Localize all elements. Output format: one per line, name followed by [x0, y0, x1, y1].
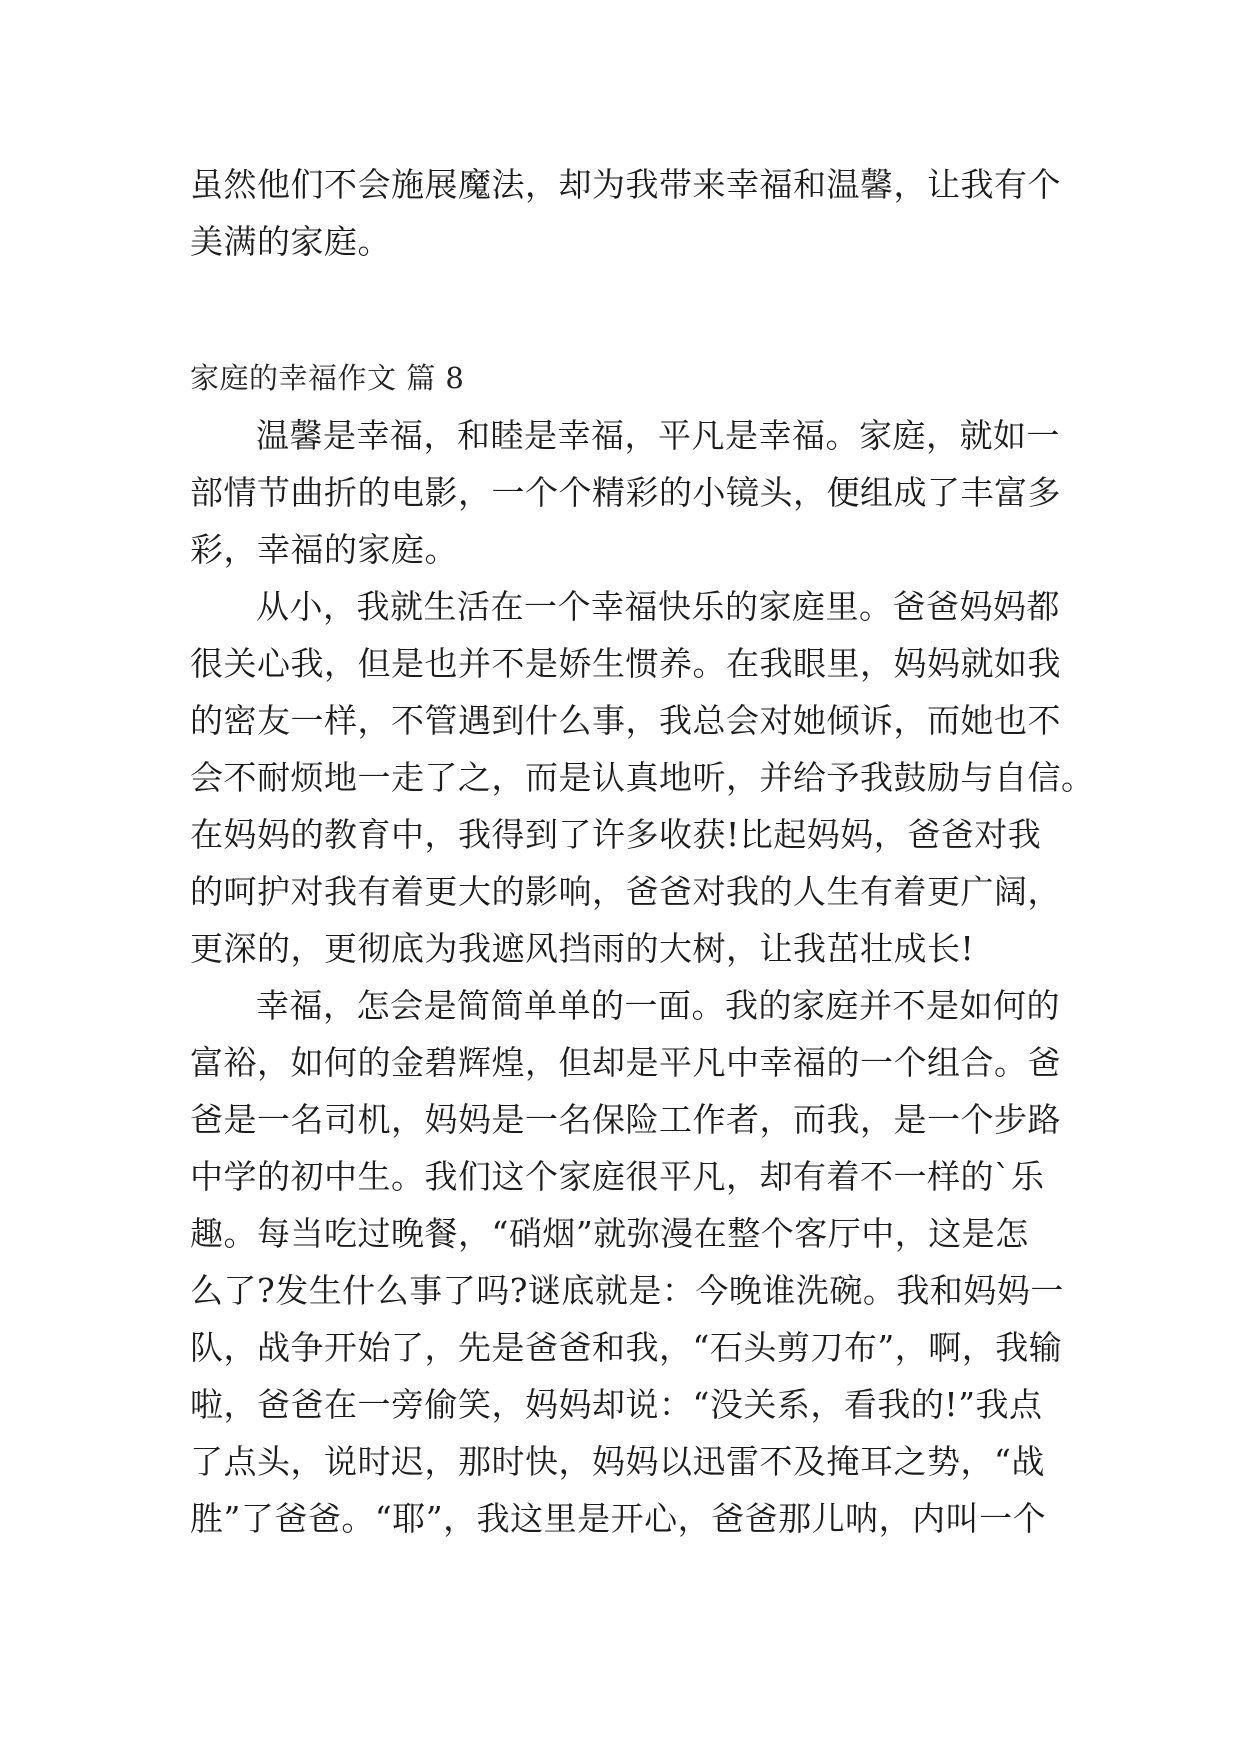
text-line: 彩，幸福的家庭。	[190, 530, 458, 569]
text-line: 胜”了爸爸。“耶”，我这里是开心，爸爸那儿呐，内叫一个	[190, 1499, 1047, 1538]
text-line: 部情节曲折的电影，一个个精彩的小镜头，便组成了丰富多	[190, 473, 1061, 512]
text-line: 了点头，说时迟，那时快，妈妈以迅雷不及掩耳之势，“战	[190, 1442, 1045, 1481]
text-line: 的密友一样，不管遇到什么事，我总会对她倾诉，而她也不	[190, 701, 1061, 740]
text-line: 更深的，更彻底为我遮风挡雨的大树，让我茁壮成长!	[190, 929, 975, 968]
section-heading: 家庭的幸福作文 篇 8	[190, 361, 465, 395]
text-line: 会不耐烦地一走了之，而是认真地听，并给予我鼓励与自信。	[190, 758, 1095, 797]
paragraph-2	[190, 578, 1095, 977]
section-spacer	[190, 270, 1060, 350]
text-line: 的呵护对我有着更大的影响，爸爸对我的人生有着更广阔，	[190, 872, 1061, 911]
text-line: 从小，我就生活在一个幸福快乐的家庭里。爸爸妈妈都	[256, 587, 1060, 626]
text-line: 队，战争开始了，先是爸爸和我，“石头剪刀布”，啊，我输	[190, 1328, 1063, 1367]
text-line: 中学的初中生。我们这个家庭很平凡，却有着不一样的`乐	[190, 1157, 1045, 1196]
text-line: 虽然他们不会施展魔法，却为我带来幸福和温馨，让我有个	[190, 165, 1061, 204]
text-line: 美满的家庭。	[190, 222, 391, 261]
text-line: 在妈妈的教育中，我得到了许多收获!比起妈妈，爸爸对我	[190, 815, 1042, 854]
text-line: 啦，爸爸在一旁偷笑，妈妈却说：“没关系，看我的!”我点	[190, 1385, 1043, 1424]
text-line: 爸是一名司机，妈妈是一名保险工作者，而我，是一个步路	[190, 1100, 1061, 1139]
text-line: 富裕，如何的金碧辉煌，但却是平凡中幸福的一个组合。爸	[190, 1043, 1061, 1082]
paragraph-1	[190, 407, 1060, 578]
text-line: 么了?发生什么事了吗?谜底就是：今晚谁洗碗。我和妈妈一	[190, 1271, 1064, 1310]
text-line: 趣。每当吃过晚餐，“硝烟”就弥漫在整个客厅中，这是怎	[190, 1214, 1029, 1253]
intro-paragraph	[190, 156, 1060, 270]
document-body	[190, 156, 1095, 1547]
text-line: 很关心我，但是也并不是娇生惯养。在我眼里，妈妈就如我	[190, 644, 1061, 683]
text-line: 幸福，怎会是简简单单的一面。我的家庭并不是如何的	[256, 986, 1060, 1025]
paragraph-3	[190, 977, 1064, 1547]
text-line: 温馨是幸福，和睦是幸福，平凡是幸福。家庭，就如一	[256, 416, 1060, 455]
